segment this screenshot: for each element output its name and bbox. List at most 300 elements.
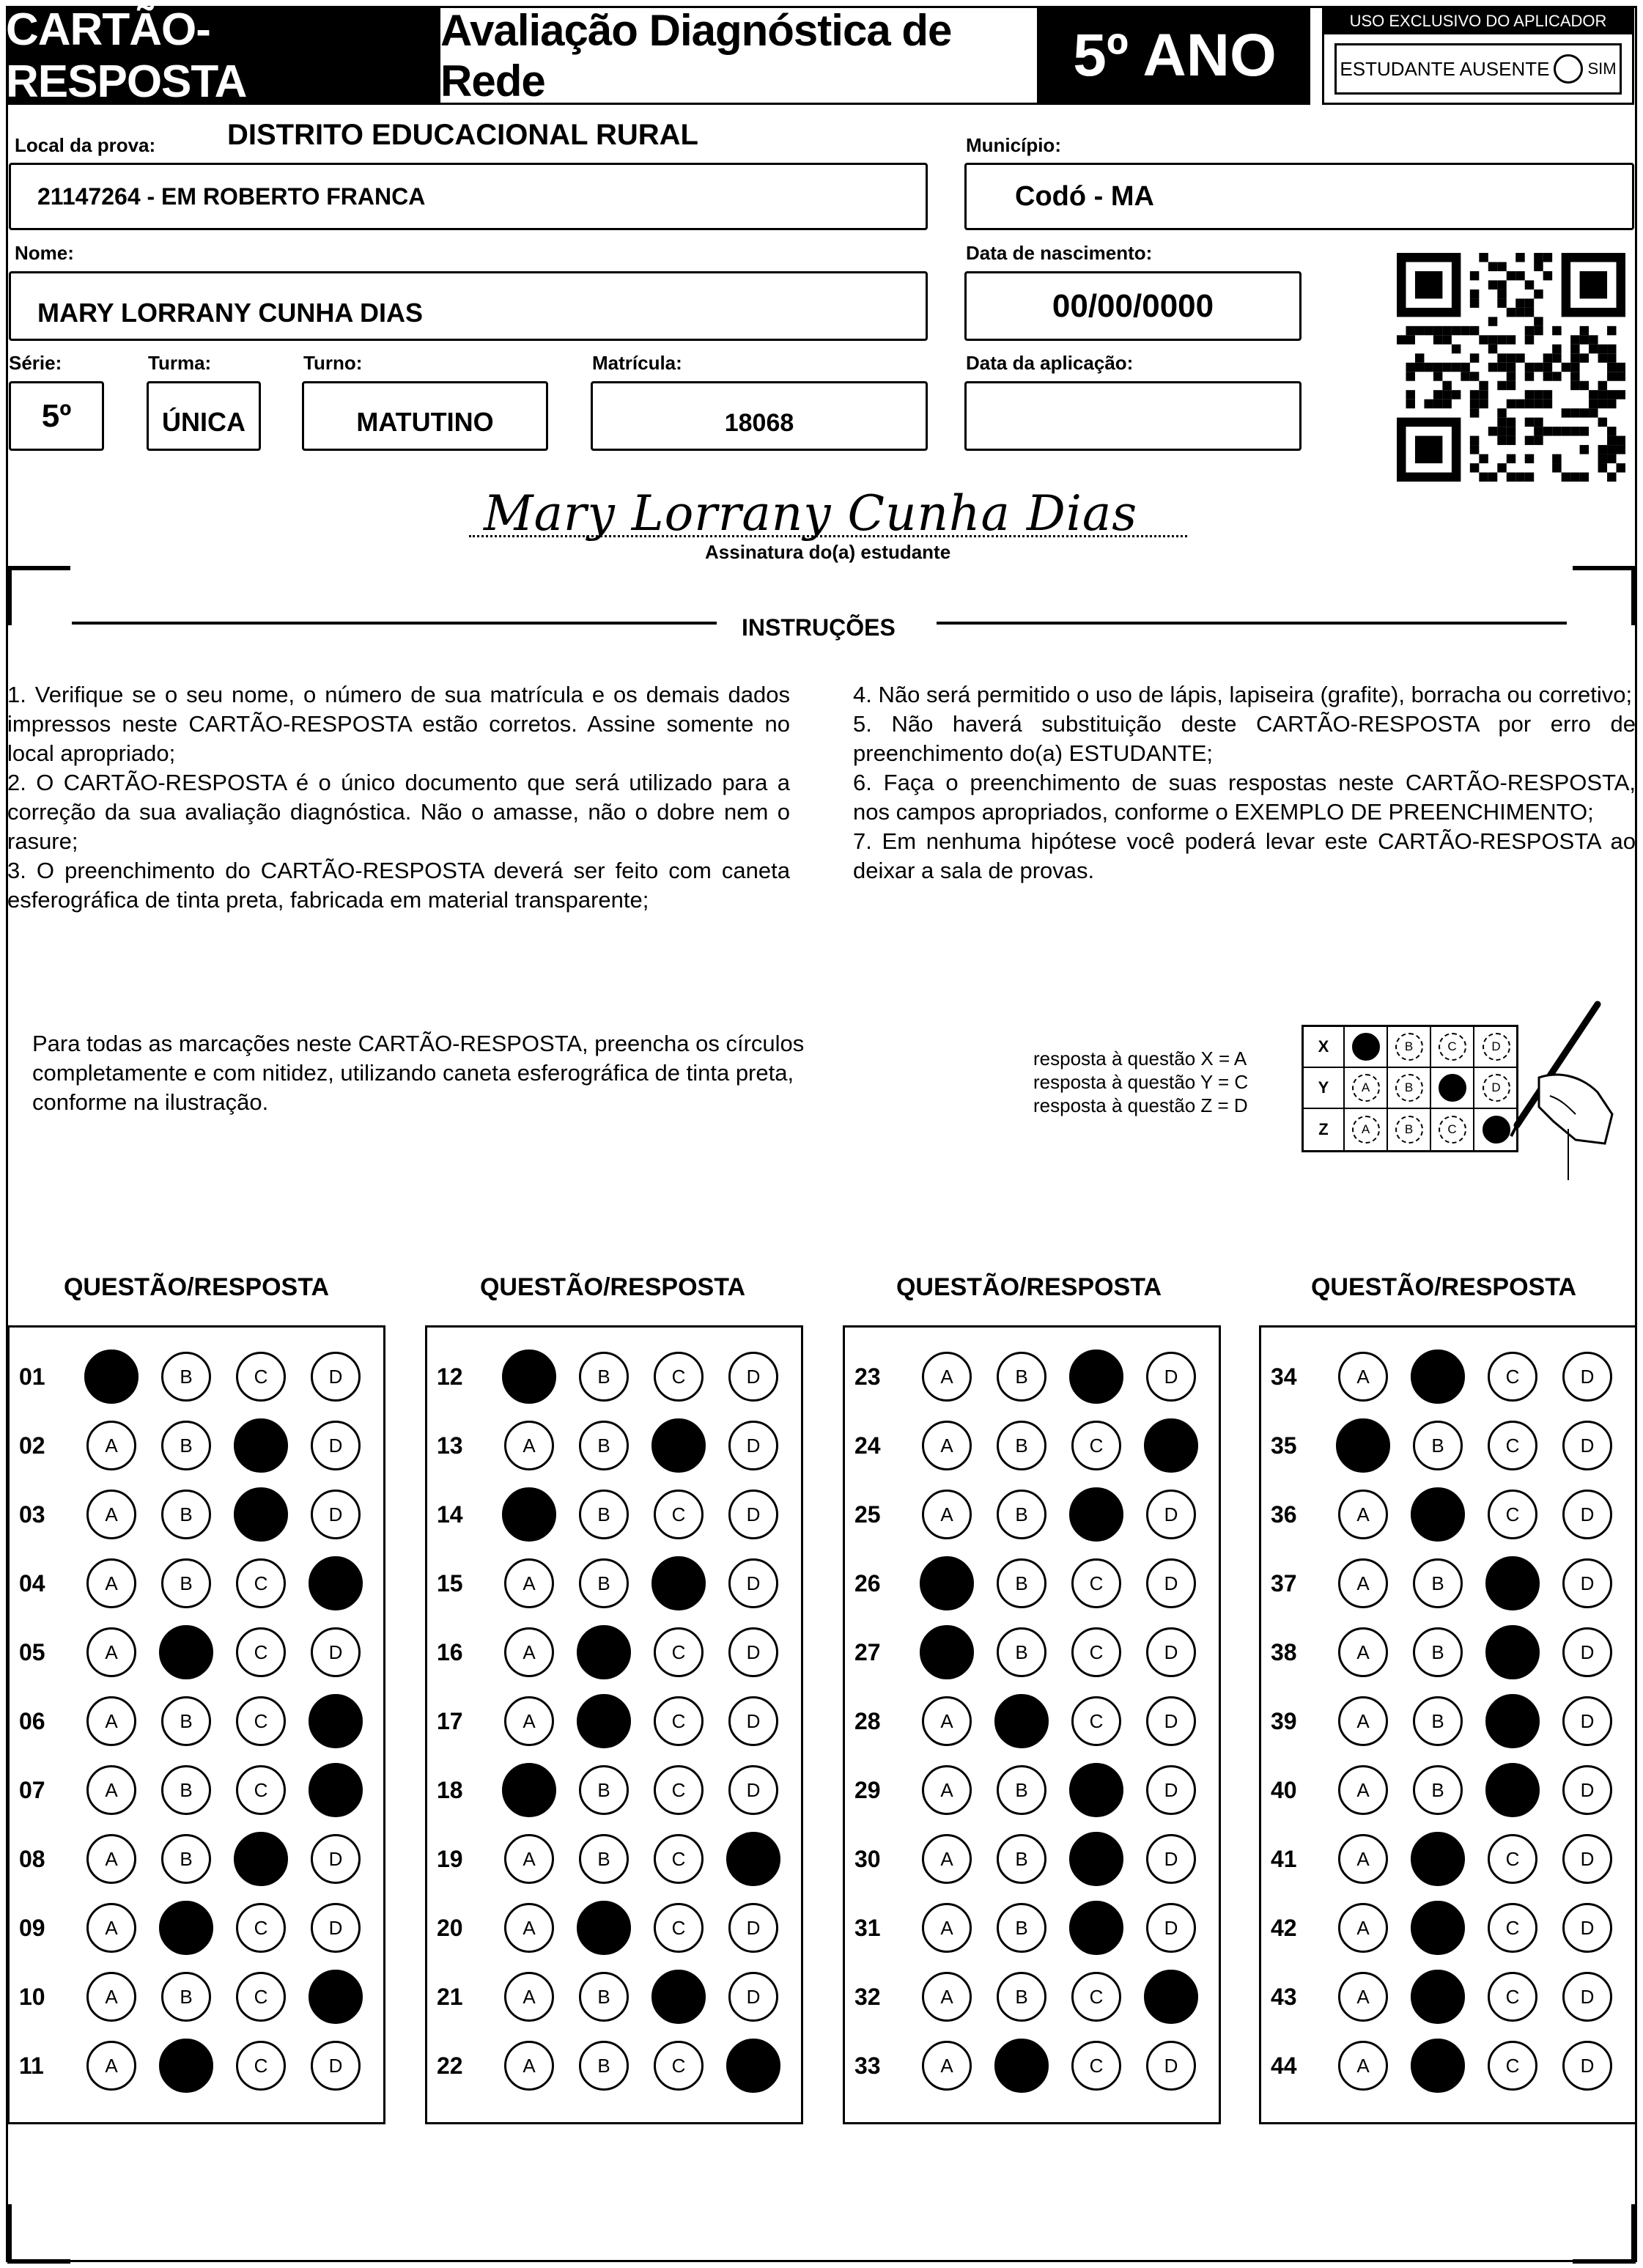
answer-bubble-c[interactable] [1069,1350,1123,1404]
question-number: 29 [854,1777,881,1803]
answer-bubble-d[interactable]: D [1146,1903,1196,1953]
example-bubble [1439,1074,1466,1102]
absent-box [1334,43,1622,95]
question-number: 44 [1271,2052,1297,2079]
question-number: 08 [19,1846,45,1872]
answer-bubble-d[interactable]: D [728,1421,778,1470]
answer-bubble-d[interactable]: D [311,2041,361,2091]
example-legend [1033,1047,1248,1117]
answer-bubble-c[interactable]: C [236,2041,286,2091]
answer-bubble-d[interactable]: D [728,1696,778,1746]
answer-bubble-d[interactable]: D [311,1352,361,1402]
municipio-label: Município: [966,134,1061,156]
answer-bubble-d[interactable] [726,2039,780,2093]
local-label: Local da prova: [15,134,156,156]
question-number: 18 [437,1777,463,1803]
turno-label: Turno: [303,352,363,374]
question-number: 34 [1271,1363,1297,1390]
absent-label: ESTUDANTE AUSENTE [1340,57,1550,80]
answer-bubble-a[interactable] [502,1487,556,1542]
corner-mark-bottom-left [7,2204,70,2264]
answer-bubble-b[interactable]: B [997,1421,1046,1470]
answer-bubble-b[interactable]: B [997,1903,1046,1953]
question-number: 33 [854,2052,881,2079]
answer-bubble-b[interactable] [1411,2039,1465,2093]
answer-bubble-a[interactable]: A [86,1903,136,1953]
answer-bubble-b[interactable]: B [579,1765,629,1815]
header-subtitle: Avaliação Diagnóstica de Rede [438,6,1039,105]
answer-bubble-c[interactable]: C [1488,2041,1537,2091]
answer-bubble-d[interactable]: D [728,1490,778,1539]
answer-bubble-c[interactable] [651,1556,706,1610]
example-cell [1388,1109,1431,1150]
answer-bubble-c[interactable] [1485,1625,1540,1679]
question-number: 20 [437,1915,463,1941]
answer-bubble-c[interactable]: C [1488,1972,1537,2022]
turno-field: MATUTINO [302,381,548,451]
question-number: 12 [437,1363,463,1390]
example-cell [1431,1027,1474,1068]
answer-bubble-c[interactable]: C [654,1903,704,1953]
question-number: 38 [1271,1639,1297,1665]
answer-bubble-a[interactable] [502,1350,556,1404]
answer-bubble-d[interactable]: D [728,1765,778,1815]
answer-bubble-d[interactable]: D [311,1627,361,1677]
nascimento-field: 00/00/0000 [964,271,1302,341]
answer-bubble-a[interactable]: A [504,1627,554,1677]
district-name: DISTRITO EDUCACIONAL RURAL [227,119,698,151]
instruction-item: 6. Faça o preenchimento de suas respostas neste CARTÃO-RESPOSTA, nos campos apropriados, conforme o EXEMPLO DE PREENCHIMENTO; [853,770,1636,825]
answer-bubble-c[interactable]: C [1071,1696,1121,1746]
answer-bubble-d[interactable]: D [1562,1627,1612,1677]
answer-bubble-d[interactable]: D [1562,1903,1612,1953]
answer-bubble-b[interactable]: B [997,1765,1046,1815]
answer-bubble-b[interactable]: B [579,1421,629,1470]
answer-bubble-b[interactable] [577,1694,631,1748]
answer-bubble-a[interactable]: A [1338,1627,1388,1677]
question-number: 32 [854,1984,881,2010]
nome-field: MARY LORRANY CUNHA DIAS [9,271,928,341]
answer-bubble-a[interactable]: A [922,1972,972,2022]
question-number: 06 [19,1708,45,1734]
answer-bubble-a[interactable]: A [922,1421,972,1470]
question-number: 13 [437,1432,463,1459]
example-row-label: Z [1304,1109,1345,1150]
question-number: 35 [1271,1432,1297,1459]
question-number: 27 [854,1639,881,1665]
answer-bubble-a[interactable] [1336,1418,1390,1473]
matricula-label: Matrícula: [592,352,682,374]
example-cell [1345,1068,1388,1109]
aplicacao-label: Data da aplicação: [966,352,1134,374]
answer-bubble-a[interactable]: A [504,1834,554,1884]
answer-bubble-b[interactable]: B [161,1558,211,1608]
example-row-label: Y [1304,1068,1345,1109]
answer-bubble-b[interactable]: B [997,1558,1046,1608]
example-bubble: B [1395,1033,1423,1061]
answer-bubble-a[interactable]: A [922,1834,972,1884]
answer-bubble-b[interactable]: B [579,2041,629,2091]
answer-bubble-a[interactable]: A [1338,1765,1388,1815]
answer-bubble-c[interactable]: C [1488,1834,1537,1884]
answer-bubble-a[interactable]: A [86,1765,136,1815]
absent-checkbox[interactable] [1554,54,1583,84]
answer-bubble-b[interactable] [1411,1487,1465,1542]
answer-bubble-c[interactable]: C [1071,1421,1121,1470]
answer-bubble-b[interactable]: B [161,1834,211,1884]
question-number: 39 [1271,1708,1297,1734]
answer-bubble-b[interactable]: B [1413,1421,1463,1470]
corner-mark-top-right [1573,566,1636,625]
question-number: 42 [1271,1915,1297,1941]
question-number: 11 [19,2052,44,2079]
answer-bubble-b[interactable]: B [579,1352,629,1402]
answer-bubble-b[interactable] [1411,1832,1465,1886]
answer-bubble-c[interactable]: C [654,1627,704,1677]
answer-bubble-b[interactable]: B [161,1421,211,1470]
answer-bubble-d[interactable] [309,1556,363,1610]
answer-bubble-a[interactable]: A [504,1696,554,1746]
answer-bubble-a[interactable]: A [1338,1696,1388,1746]
question-number: 09 [19,1915,45,1941]
question-number: 03 [19,1501,45,1528]
answer-bubble-c[interactable] [234,1832,288,1886]
answer-bubble-b[interactable]: B [1413,1558,1463,1608]
answer-bubble-d[interactable]: D [1562,1972,1612,2022]
question-number: 30 [854,1846,881,1872]
instructions-title: INSTRUÇÕES [742,614,896,641]
answer-bubble-c[interactable] [234,1487,288,1542]
instructions-left [7,680,790,915]
corner-mark-bottom-right [1573,2204,1636,2264]
qr-code [1397,253,1625,482]
answer-bubble-c[interactable] [1069,1763,1123,1817]
answer-bubble-c[interactable]: C [1488,1903,1537,1953]
question-number: 31 [854,1915,881,1941]
answer-bubble-d[interactable]: D [1562,1352,1612,1402]
example-grid [1302,1025,1518,1152]
example-bubble: C [1439,1033,1466,1061]
answer-bubble-d[interactable]: D [728,1558,778,1608]
answer-bubble-c[interactable] [651,1418,706,1473]
example-bubble: B [1395,1074,1423,1102]
turma-label: Turma: [148,352,212,374]
answer-bubble-c[interactable]: C [236,1696,286,1746]
answer-bubble-d[interactable]: D [1146,1627,1196,1677]
instructions-rule-left [72,622,717,625]
answer-bubble-c[interactable] [234,1418,288,1473]
signature-handwriting: Mary Lorrany Cunha Dias [484,485,1138,542]
answer-bubble-b[interactable] [159,1901,213,1955]
legend-item: resposta à questão Z = D [1033,1094,1248,1116]
local-field: 21147264 - EM ROBERTO FRANCA [9,163,928,230]
question-number: 07 [19,1777,45,1803]
question-number: 04 [19,1570,45,1597]
example-bubble: D [1483,1074,1510,1102]
answer-bubble-b[interactable]: B [997,1490,1046,1539]
answer-bubble-d[interactable] [1144,1418,1198,1473]
column-header: QUESTÃO/RESPOSTA [63,1273,330,1301]
question-number: 37 [1271,1570,1297,1597]
municipio-field: Codó - MA [964,163,1634,230]
answer-bubble-d[interactable] [726,1832,780,1886]
answer-bubble-b[interactable]: B [997,1834,1046,1884]
answer-bubble-b[interactable] [994,2039,1049,2093]
answer-bubble-b[interactable]: B [161,1696,211,1746]
answer-bubble-c[interactable]: C [654,1490,704,1539]
answer-bubble-a[interactable]: A [1338,1903,1388,1953]
example-cell [1388,1027,1431,1068]
question-number: 01 [19,1363,45,1390]
answer-bubble-a[interactable]: A [86,1972,136,2022]
answer-bubble-a[interactable]: A [86,1696,136,1746]
answer-bubble-b[interactable] [994,1694,1049,1748]
answer-bubble-b[interactable]: B [579,1490,629,1539]
question-number: 26 [854,1570,881,1597]
answer-bubble-a[interactable] [502,1763,556,1817]
answer-bubble-d[interactable]: D [1562,1765,1612,1815]
answer-bubble-b[interactable] [577,1625,631,1679]
example-bubble: C [1439,1116,1466,1144]
question-number: 02 [19,1432,45,1459]
question-number: 19 [437,1846,463,1872]
answer-bubble-c[interactable]: C [1488,1421,1537,1470]
answer-bubble-a[interactable]: A [86,2041,136,2091]
answer-bubble-d[interactable]: D [1562,1834,1612,1884]
example-bubble [1352,1033,1380,1061]
answer-bubble-c[interactable]: C [1071,1627,1121,1677]
question-number: 36 [1271,1501,1297,1528]
answer-bubble-b[interactable]: B [997,1972,1046,2022]
answer-bubble-b[interactable]: B [161,1352,211,1402]
answer-bubble-c[interactable]: C [1071,1558,1121,1608]
example-cell [1431,1109,1474,1150]
answer-bubble-d[interactable]: D [728,1972,778,2022]
answer-bubble-d[interactable]: D [311,1903,361,1953]
answer-bubble-b[interactable]: B [997,1352,1046,1402]
answer-bubble-a[interactable] [920,1625,974,1679]
answer-bubble-d[interactable]: D [1562,1558,1612,1608]
answer-bubble-b[interactable]: B [579,1972,629,2022]
legend-item: resposta à questão X = A [1033,1048,1247,1069]
example-cell [1431,1068,1474,1109]
answer-bubble-d[interactable] [1144,1970,1198,2024]
instruction-item: 2. O CARTÃO-RESPOSTA é o único documento que será utilizado para a correção da sua avaliação diagnóstica. Não o amasse, não o dobre nem o rasure; [7,770,790,854]
nascimento-label: Data de nascimento: [966,242,1153,264]
answer-bubble-d[interactable]: D [1146,1834,1196,1884]
answer-bubble-a[interactable]: A [504,1972,554,2022]
turma-field: ÚNICA [147,381,261,451]
serie-label: Série: [9,352,62,374]
answer-bubble-a[interactable]: A [504,1421,554,1470]
answer-bubble-c[interactable] [1485,1694,1540,1748]
absent-option: SIM [1587,59,1617,78]
answer-bubble-c[interactable] [1485,1763,1540,1817]
question-number: 41 [1271,1846,1297,1872]
question-number: 24 [854,1432,881,1459]
question-number: 21 [437,1984,463,2010]
applicator-box [1322,6,1634,105]
question-number: 17 [437,1708,463,1734]
answer-bubble-a[interactable]: A [504,2041,554,2091]
question-number: 22 [437,2052,463,2079]
answer-bubble-c[interactable]: C [236,1558,286,1608]
answer-bubble-d[interactable]: D [1146,2041,1196,2091]
column-header: QUESTÃO/RESPOSTA [896,1273,1162,1301]
answer-bubble-b[interactable] [1411,1901,1465,1955]
answer-bubble-a[interactable]: A [922,1765,972,1815]
answer-bubble-d[interactable]: D [1562,2041,1612,2091]
question-number: 28 [854,1708,881,1734]
example-row-label: X [1304,1027,1345,1068]
nome-label: Nome: [15,242,74,264]
answer-bubble-c[interactable]: C [654,1352,704,1402]
answer-bubble-d[interactable]: D [1562,1696,1612,1746]
answer-bubble-c[interactable] [1485,1556,1540,1610]
answer-bubble-b[interactable]: B [1413,1696,1463,1746]
answer-bubble-d[interactable]: D [1146,1490,1196,1539]
answer-bubble-d[interactable]: D [728,1903,778,1953]
answer-bubble-a[interactable]: A [922,1903,972,1953]
answer-bubble-c[interactable]: C [1071,2041,1121,2091]
answer-bubble-a[interactable]: A [922,1490,972,1539]
question-number: 43 [1271,1984,1297,2010]
answer-bubble-c[interactable] [1069,1901,1123,1955]
answer-bubble-b[interactable]: B [1413,1765,1463,1815]
answer-bubble-c[interactable]: C [654,1696,704,1746]
answer-bubble-c[interactable]: C [236,1627,286,1677]
instruction-item: 4. Não será permitido o uso de lápis, lapiseira (grafite), borracha ou corretivo; [853,682,1633,707]
instruction-item: 7. Em nenhuma hipótese você poderá levar este CARTÃO-RESPOSTA ao deixar a sala de provas. [853,828,1636,883]
answer-bubble-c[interactable] [651,1970,706,2024]
question-number: 05 [19,1639,45,1665]
answer-bubble-d[interactable]: D [1562,1490,1612,1539]
answer-bubble-c[interactable]: C [1071,1972,1121,2022]
instruction-item: 5. Não haverá substituição deste CARTÃO-RESPOSTA por erro de preenchimento do(a) ESTUDANTE; [853,711,1636,766]
answer-bubble-a[interactable]: A [1338,1490,1388,1539]
answer-bubble-a[interactable]: A [86,1627,136,1677]
signature-caption: Assinatura do(a) estudante [705,541,951,563]
answer-bubble-a[interactable]: A [86,1490,136,1539]
matricula-field: 18068 [591,381,928,451]
question-number: 14 [437,1501,463,1528]
answer-bubble-a[interactable]: A [504,1903,554,1953]
example-bubble: D [1483,1033,1510,1061]
example-cell [1388,1068,1431,1109]
answer-bubble-b[interactable]: B [579,1834,629,1884]
answer-bubble-d[interactable]: D [1146,1696,1196,1746]
question-number: 15 [437,1570,463,1597]
answer-bubble-c[interactable]: C [654,2041,704,2091]
answer-bubble-a[interactable]: A [922,1352,972,1402]
instruction-item: 1. Verifique se o seu nome, o número de sua matrícula e os demais dados impressos neste CARTÃO-RESPOSTA estão corretos. Assine somente no local apropriado; [7,682,790,766]
answer-bubble-a[interactable]: A [922,1696,972,1746]
question-number: 16 [437,1639,463,1665]
question-number: 25 [854,1501,881,1528]
answer-bubble-b[interactable] [1411,1970,1465,2024]
answer-bubble-b[interactable]: B [1413,1627,1463,1677]
header-grade: 5º ANO [1039,6,1310,105]
answer-bubble-b[interactable]: B [161,1765,211,1815]
answer-bubble-a[interactable]: A [1338,1972,1388,2022]
answer-bubble-a[interactable] [84,1350,139,1404]
answer-bubble-a[interactable]: A [1338,1558,1388,1608]
answer-bubble-d[interactable]: D [1146,1558,1196,1608]
answer-bubble-c[interactable]: C [236,1352,286,1402]
answer-bubble-d[interactable]: D [728,1627,778,1677]
example-bubble: A [1352,1074,1380,1102]
answer-bubble-a[interactable]: A [1338,1834,1388,1884]
answer-bubble-b[interactable] [577,1901,631,1955]
answer-bubble-b[interactable] [159,1625,213,1679]
serie-field: 5º [9,381,104,451]
answer-bubble-b[interactable] [159,2039,213,2093]
answer-bubble-c[interactable]: C [236,1765,286,1815]
answer-bubble-c[interactable] [1069,1487,1123,1542]
header-title: CARTÃO-RESPOSTA [6,6,438,105]
answer-bubble-d[interactable] [309,1694,363,1748]
answer-bubble-c[interactable]: C [1488,1490,1537,1539]
answer-bubble-d[interactable]: D [1146,1352,1196,1402]
answer-bubble-d[interactable]: D [1146,1765,1196,1815]
question-number: 40 [1271,1777,1297,1803]
answer-bubble-d[interactable]: D [311,1421,361,1470]
answer-bubble-a[interactable]: A [86,1558,136,1608]
answer-bubble-b[interactable]: B [161,1972,211,2022]
answer-bubble-c[interactable] [1069,1832,1123,1886]
answer-bubble-d[interactable]: D [311,1490,361,1539]
column-header: QUESTÃO/RESPOSTA [479,1273,746,1301]
answer-bubble-c[interactable]: C [1488,1352,1537,1402]
answer-bubble-d[interactable] [309,1763,363,1817]
pen-hand-icon [1495,997,1620,1180]
answer-bubble-a[interactable]: A [1338,1352,1388,1402]
answer-bubble-c[interactable]: C [654,1765,704,1815]
question-number: 10 [19,1984,45,2010]
answer-bubble-c[interactable]: C [236,1903,286,1953]
aplicacao-field [964,381,1302,451]
answer-bubble-c[interactable]: C [236,1972,286,2022]
answer-bubble-a[interactable]: A [86,1834,136,1884]
answer-bubble-d[interactable]: D [728,1352,778,1402]
answer-bubble-b[interactable]: B [997,1627,1046,1677]
answer-bubble-b[interactable]: B [161,1490,211,1539]
answer-bubble-b[interactable] [1411,1350,1465,1404]
legend-item: resposta à questão Y = C [1033,1071,1249,1093]
answer-bubble-b[interactable]: B [579,1558,629,1608]
answer-bubble-a[interactable]: A [922,2041,972,2091]
answer-bubble-d[interactable]: D [311,1834,361,1884]
column-header: QUESTÃO/RESPOSTA [1310,1273,1577,1301]
example-bubble: A [1352,1116,1380,1144]
corner-mark-top-left [7,566,70,625]
answer-bubble-a[interactable]: A [1338,2041,1388,2091]
answer-bubble-d[interactable] [309,1970,363,2024]
example-cell [1345,1027,1388,1068]
instructions-right [853,680,1636,886]
instruction-item: 3. O preenchimento do CARTÃO-RESPOSTA deverá ser feito com caneta esferográfica de tinta preta, fabricada em material transparente; [7,858,790,913]
applicator-title: USO EXCLUSIVO DO APLICADOR [1324,8,1632,34]
answer-bubble-d[interactable]: D [1562,1421,1612,1470]
answer-bubble-a[interactable] [920,1556,974,1610]
question-number: 23 [854,1363,881,1390]
example-cell [1345,1109,1388,1150]
instructions-rule-right [937,622,1567,625]
answer-bubble-a[interactable]: A [86,1421,136,1470]
answer-bubble-a[interactable]: A [504,1558,554,1608]
example-bubble: B [1395,1116,1423,1144]
answer-bubble-c[interactable]: C [654,1834,704,1884]
